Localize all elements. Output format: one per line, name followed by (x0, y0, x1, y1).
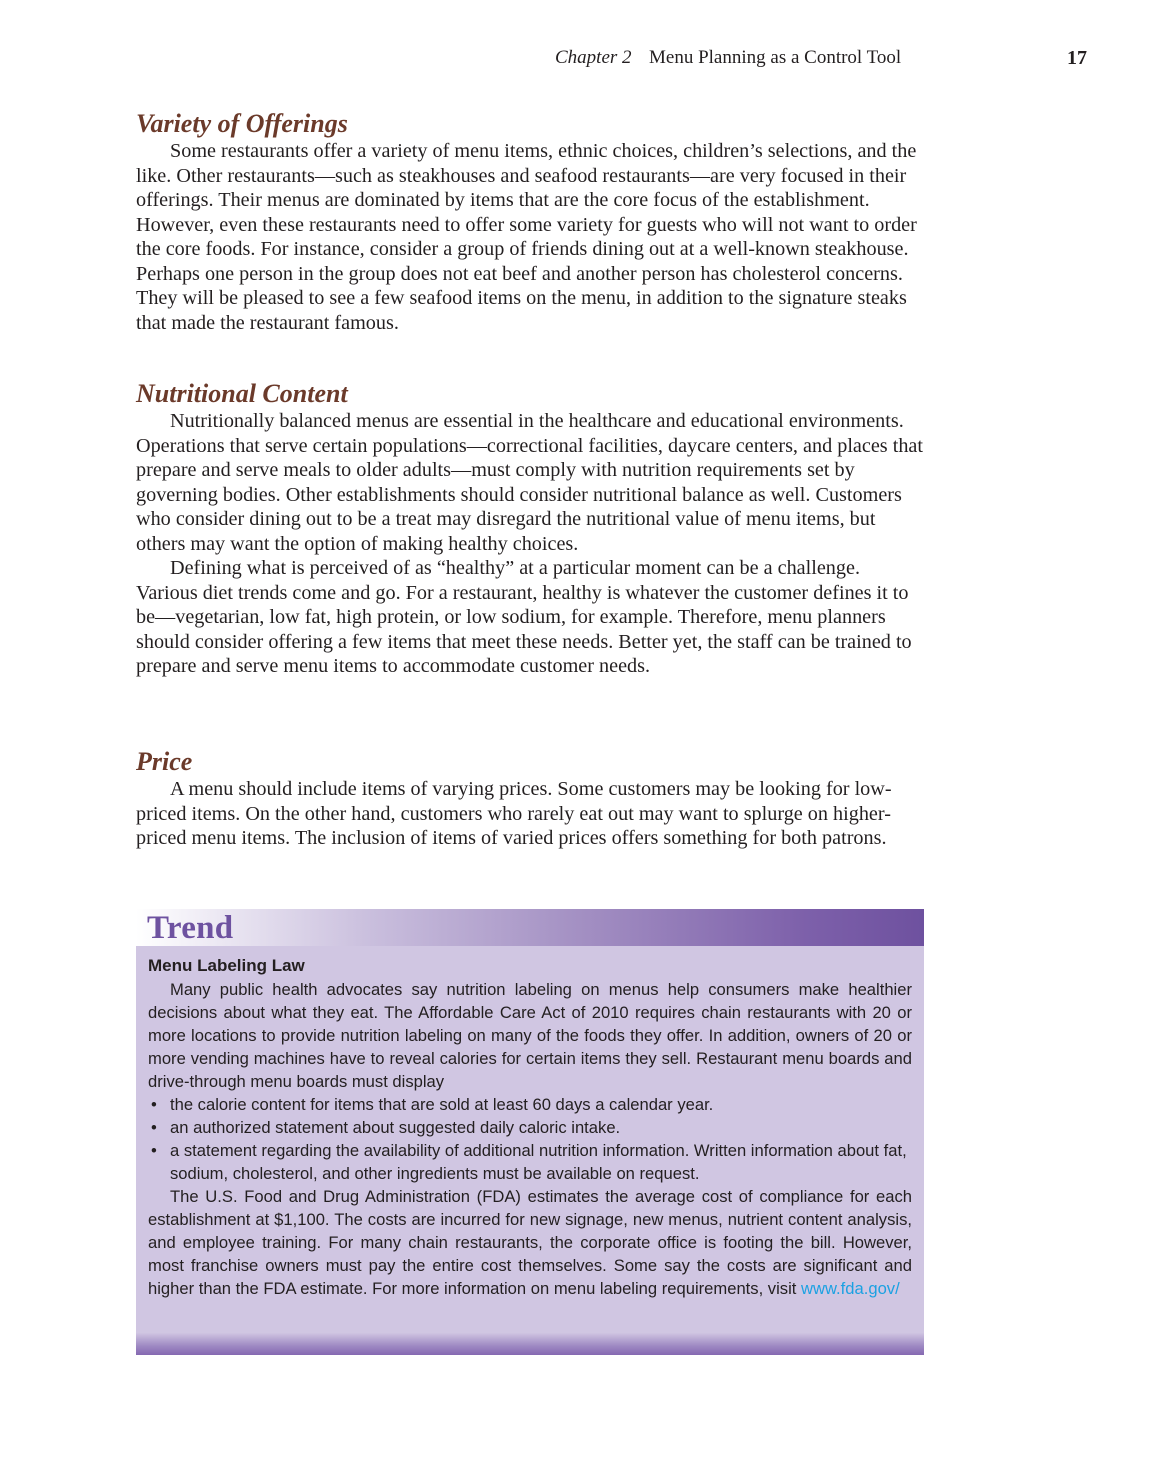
trend-bullet-list (148, 1093, 912, 1185)
trend-banner (136, 909, 924, 946)
page-number: 17 (1067, 47, 1087, 69)
bullet-item: • a statement regarding the availability of additional nutrition information. Written information about fat, sodium, cholesterol, and other ingredients must be available on request. (151, 1141, 907, 1183)
trend-body (136, 946, 924, 1300)
trend-intro: Many public health advocates say nutrition labeling on menus help consumers make healthier decisions about what they eat. The Affordable Care Act of 2010 requires chain restaurants with 20 or more locations to provide nutrition labeling on many of the foods they offer. In addition, owners of 20 or more vending machines have to reveal calories for certain items they sell. Restaurant menu boards and drive-through menu boards must display (148, 980, 912, 1091)
section-heading: Nutritional Content (136, 379, 348, 408)
trend-box (136, 909, 924, 1355)
paragraph: A menu should include items of varying prices. Some customers may be looking for low-priced items. On the other hand, customers who rarely eat out may want to splurge on higher-priced menu items. The inclusion of items of varied prices offers something for both patrons. (136, 778, 892, 849)
bullet-icon: • (151, 1095, 157, 1114)
section-price (136, 747, 926, 851)
bullet-icon: • (151, 1141, 157, 1160)
paragraph: Some restaurants offer a variety of menu items, ethnic choices, children’s selections, and the like. Other restaurants—such as steakhouses and seafood restaurants—are very focused in their offerings. Their menus are dominated by items that are the core focus of the establishment. However, even these restaurants need to offer some variety for guests who will not want to order the core foods. For instance, consider a group of friends dining out at a well-known steakhouse. Perhaps one person in the group does not eat beef and another person has cholesterol concerns. They will be pleased to see a few seafood items on the menu, in addition to the signature steaks that made the restaurant famous. (136, 140, 917, 334)
bullet-item: • an authorized statement about suggested daily caloric intake. (151, 1118, 621, 1137)
chapter-title: Menu Planning as a Control Tool (649, 47, 902, 68)
bullet-icon: • (151, 1118, 157, 1137)
section-nutritional-content (136, 379, 926, 679)
paragraph: Defining what is perceived of as “healthy” at a particular moment can be a challenge. Various diet trends come and go. For a restaurant, healthy is whatever the customer defines it to be—vegetarian, low fat, high protein, or low sodium, for example. Therefore, menu planners should consider offering a few items that meet these needs. Better yet, the staff can be trained to prepare and serve menu items to accommodate customer needs. (136, 557, 912, 677)
running-header (0, 47, 1156, 73)
chapter-label: Chapter 2 (555, 47, 632, 68)
section-variety-of-offerings (136, 109, 926, 335)
trend-closing: The U.S. Food and Drug Administration (FDA) estimates the average cost of compliance for each establishment at $1,100. The costs are incurred for new signage, new menus, nutrient content analysis, and employee training. For many chain restaurants, the corporate office is footing the bill. However, most franchise owners must pay the entire cost themselves. Some say the costs are significant and higher than the FDA estimate. For more information on menu labeling requirements, visit www.fda.gov/ (148, 1187, 912, 1298)
trend-footer-band (136, 1333, 924, 1355)
section-heading: Price (136, 747, 193, 776)
fda-link[interactable]: www.fda.gov/ (801, 1279, 900, 1298)
paragraph: Nutritionally balanced menus are essential in the healthcare and educational environments. Operations that serve certain populations—correctional facilities, daycare centers, and places that prepare and serve meals to older adults—must comply with nutrition requirements set by governing bodies. Other establishments should consider nutritional balance as well. Customers who consider dining out to be a treat may disregard the nutritional value of menu items, but others may want the option of making healthy choices. (136, 410, 923, 555)
bullet-item: • the calorie content for items that are sold at least 60 days a calendar year. (151, 1095, 714, 1114)
trend-subtitle: Menu Labeling Law (148, 956, 305, 975)
section-heading: Variety of Offerings (136, 109, 348, 138)
trend-title: Trend (147, 910, 234, 946)
